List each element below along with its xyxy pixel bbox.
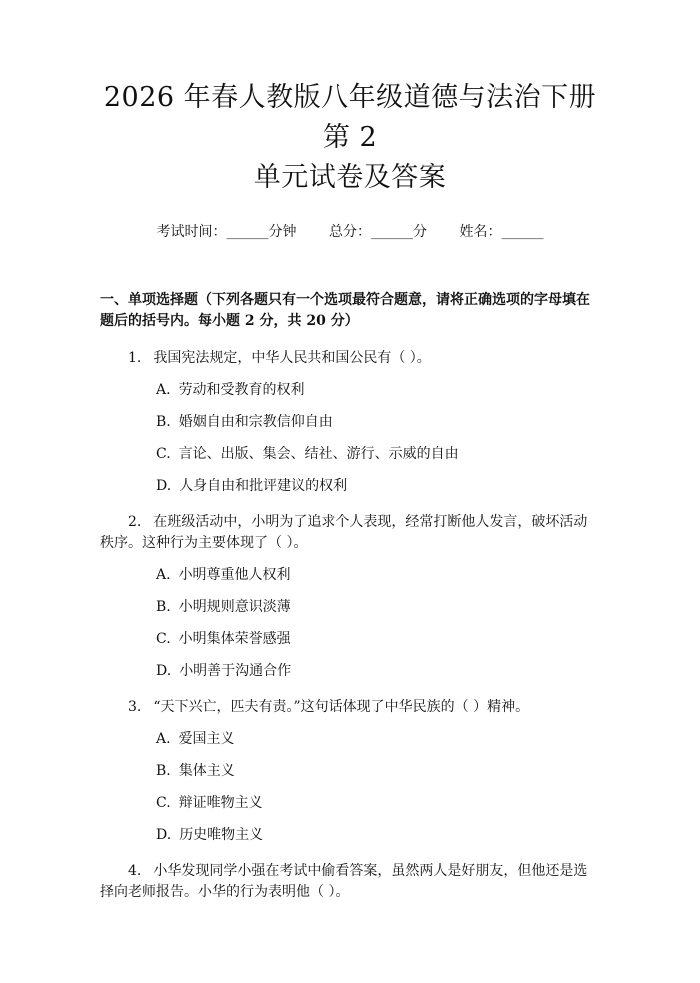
section-heading xyxy=(100,290,600,332)
option-c xyxy=(100,793,600,814)
question-1-options xyxy=(100,380,600,497)
total-score-field: 总分：______分 xyxy=(329,224,427,240)
option-c xyxy=(100,629,600,650)
option-a xyxy=(100,565,600,586)
option-text: 爱国主义 xyxy=(178,731,235,747)
option-text: 集体主义 xyxy=(178,763,235,779)
document-title xyxy=(100,78,600,198)
section-heading-line-1: 一、单项选择题（下列各题只有一个选项最符合题意，请将正确选项的字母填在 xyxy=(100,292,590,308)
title-line-2: 单元试卷及答案 xyxy=(253,162,447,193)
option-letter: B. xyxy=(156,414,171,430)
option-b xyxy=(100,761,600,782)
exam-meta xyxy=(100,222,600,242)
section-heading-line-2: 题后的括号内。每小题 2 分，共 20 分） xyxy=(100,313,359,329)
question-number: 1. xyxy=(128,350,142,366)
question-number: 3. xyxy=(128,699,142,715)
student-name-field: 姓名：______ xyxy=(459,224,544,240)
title-line-1: 2026 年春人教版八年级道德与法治下册第 2 xyxy=(103,82,597,153)
option-letter: A. xyxy=(156,382,171,398)
option-letter: C. xyxy=(156,446,171,462)
option-text: 小明集体荣誉感强 xyxy=(178,631,291,647)
question-3-options xyxy=(100,729,600,846)
question-1 xyxy=(100,348,600,369)
option-letter: A. xyxy=(156,567,171,583)
option-letter: C. xyxy=(156,631,171,647)
option-a xyxy=(100,380,600,401)
option-letter: A. xyxy=(156,731,171,747)
option-letter: D. xyxy=(156,663,172,679)
question-text: 在班级活动中，小明为了追求个人表现，经常打断他人发言，破坏活动秩序。这种行为主要体现了（ ）。 xyxy=(100,514,588,551)
option-text: 婚姻自由和宗教信仰自由 xyxy=(178,414,333,430)
option-text: 小明善于沟通合作 xyxy=(179,663,292,679)
question-3 xyxy=(100,697,600,718)
exam-time-field: 考试时间：______分钟 xyxy=(156,224,297,240)
option-text: 人身自由和批评建议的权利 xyxy=(179,478,348,494)
question-4 xyxy=(100,861,600,903)
option-letter: B. xyxy=(156,599,171,615)
question-text: “天下兴亡，匹夫有责。”这句话体现了中华民族的（ ）精神。 xyxy=(153,699,530,715)
option-d xyxy=(100,825,600,846)
option-letter: B. xyxy=(156,763,171,779)
question-number: 4. xyxy=(128,863,142,879)
option-d xyxy=(100,661,600,682)
option-text: 历史唯物主义 xyxy=(179,827,264,843)
option-b xyxy=(100,412,600,433)
option-letter: D. xyxy=(156,478,172,494)
question-2-options xyxy=(100,565,600,682)
option-c xyxy=(100,444,600,465)
question-text: 我国宪法规定，中华人民共和国公民有（ ）。 xyxy=(153,350,431,366)
option-text: 辩证唯物主义 xyxy=(178,795,263,811)
exam-page xyxy=(0,78,700,983)
option-a xyxy=(100,729,600,750)
option-text: 小明规则意识淡薄 xyxy=(178,599,291,615)
question-number: 2. xyxy=(128,514,142,530)
option-text: 小明尊重他人权利 xyxy=(178,567,291,583)
option-letter: C. xyxy=(156,795,171,811)
question-2 xyxy=(100,512,600,554)
option-b xyxy=(100,597,600,618)
option-d xyxy=(100,476,600,497)
question-text: 小华发现同学小强在考试中偷看答案，虽然两人是好朋友，但他还是选择向老师报告。小华的行为表明他（ ）。 xyxy=(100,863,588,900)
option-letter: D. xyxy=(156,827,172,843)
option-text: 言论、出版、集会、结社、游行、示威的自由 xyxy=(178,446,459,462)
option-text: 劳动和受教育的权利 xyxy=(178,382,305,398)
